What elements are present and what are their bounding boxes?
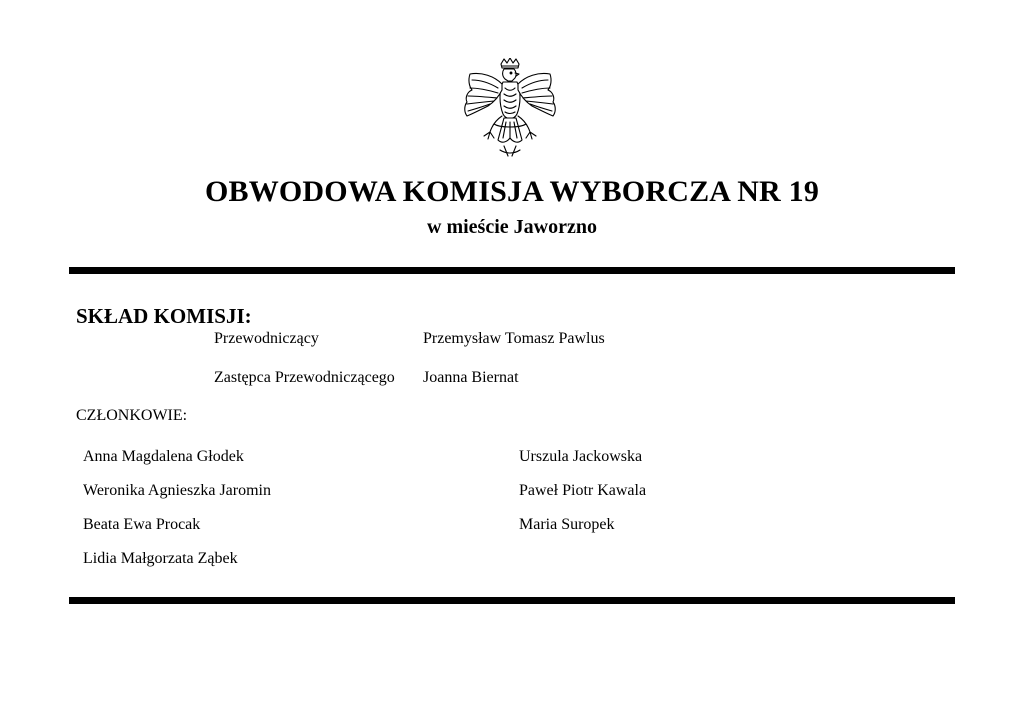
polish-eagle-emblem-icon	[458, 58, 562, 160]
member-name: Paweł Piotr Kawala	[519, 482, 647, 499]
member-name: Weronika Agnieszka Jaromin	[83, 482, 271, 499]
member-name: Maria Suropek	[519, 516, 615, 533]
deputy-chair-label: Zastępca Przewodniczącego	[214, 369, 395, 386]
document-subtitle: w mieście Jaworzno	[427, 216, 597, 238]
composition-heading: SKŁAD KOMISJI:	[76, 304, 252, 328]
member-name: Urszula Jackowska	[519, 448, 643, 465]
chair-label: Przewodniczący	[214, 330, 319, 347]
member-name: Anna Magdalena Głodek	[83, 448, 244, 465]
member-name: Lidia Małgorzata Ząbek	[83, 550, 238, 567]
top-divider	[69, 267, 955, 274]
document-title: OBWODOWA KOMISJA WYBORCZA NR 19	[204, 175, 820, 208]
members-heading: CZŁONKOWIE:	[76, 407, 188, 424]
bottom-divider	[69, 597, 955, 604]
chair-name: Przemysław Tomasz Pawlus	[423, 330, 605, 347]
deputy-chair-name: Joanna Biernat	[423, 369, 519, 386]
member-name: Beata Ewa Procak	[83, 516, 201, 533]
